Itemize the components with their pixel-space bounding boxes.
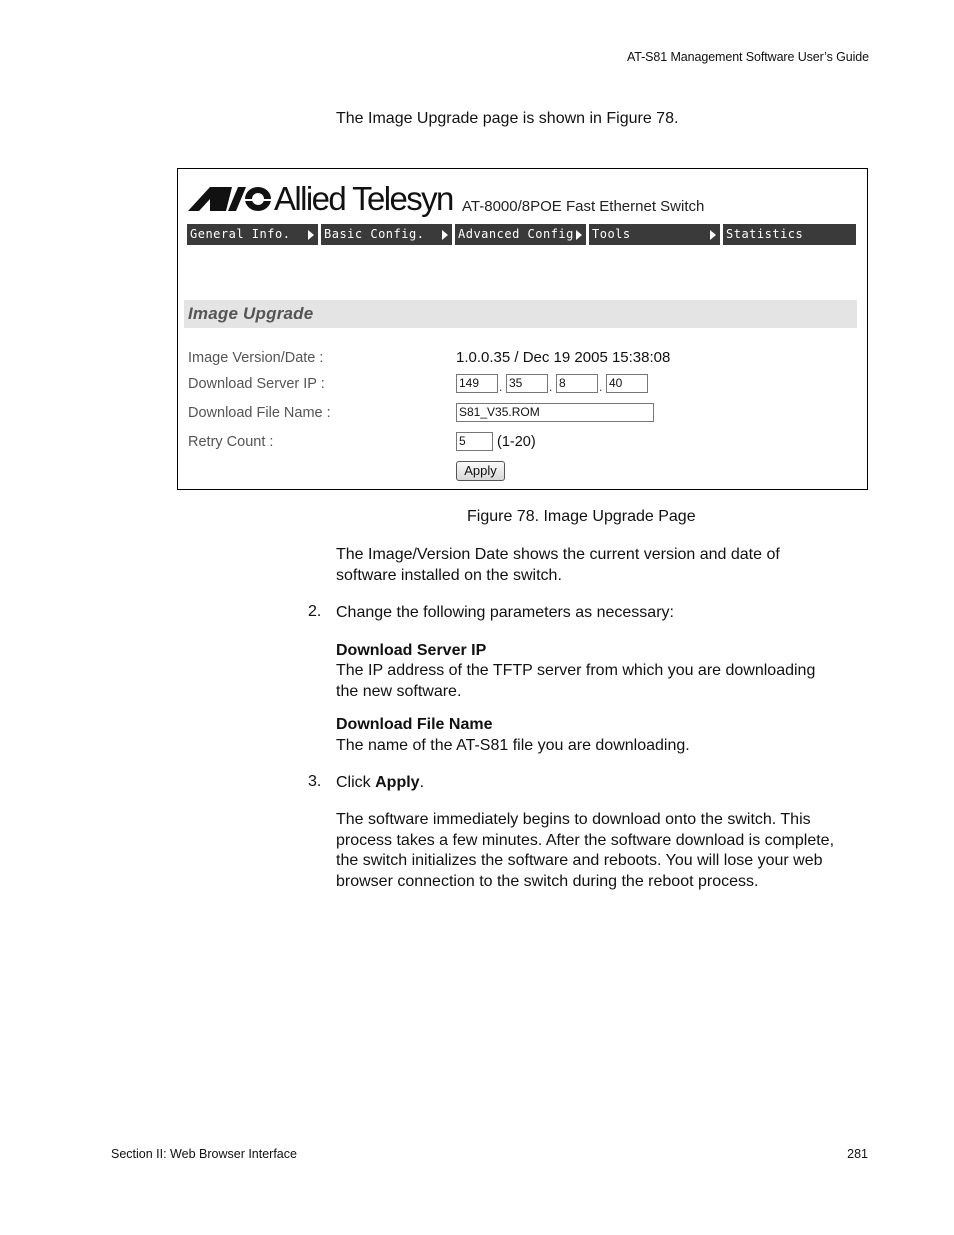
arrow-right-icon [442, 230, 448, 240]
term-2-description: The name of the AT-S81 file you are downloading. [336, 737, 690, 754]
ip-separator: . [599, 380, 603, 394]
step-3-end: . [419, 774, 425, 791]
step-2-text: Change the following parameters as necessary: [336, 604, 674, 621]
text-line: the new software. [336, 682, 462, 700]
server-ip-octet-4[interactable]: 40 [606, 374, 648, 393]
text-line: The Image/Version Date shows the current version and date of [336, 546, 780, 563]
footer-section: Section II: Web Browser Interface [111, 1147, 297, 1161]
term-1-description [336, 661, 815, 702]
nav-label: Advanced Config. [458, 227, 582, 241]
section-header [184, 300, 857, 328]
ip-separator: . [499, 380, 503, 394]
brand-name: Allied Telesyn [274, 180, 453, 217]
figure-screenshot [177, 168, 868, 490]
paragraph-1 [336, 545, 780, 586]
image-version-label: Image Version/Date : [188, 350, 324, 366]
nav-advanced-config[interactable] [455, 224, 586, 245]
server-ip-octet-3[interactable]: 8 [556, 374, 598, 393]
nav-statistics[interactable] [723, 224, 856, 245]
text-line: The software immediately begins to download onto the switch. This [336, 811, 811, 828]
step-3-click: Click [336, 774, 376, 791]
term-download-server-ip: Download Server IP [336, 642, 487, 659]
nav-general-info[interactable] [187, 224, 318, 245]
allied-telesyn-logo-icon [188, 185, 272, 213]
running-header: AT-S81 Management Software User’s Guide [626, 50, 869, 64]
apply-button[interactable]: Apply [456, 461, 505, 481]
text-line: the switch initializes the software and reboots. You will lose your web [336, 852, 823, 869]
file-name-label: Download File Name : [188, 405, 331, 421]
arrow-right-icon [710, 230, 716, 240]
arrow-right-icon [308, 230, 314, 240]
step-3-apply: Apply [375, 774, 420, 791]
section-title: Image Upgrade [188, 304, 314, 323]
figure-caption: Figure 78. Image Upgrade Page [467, 508, 696, 525]
nav-tools[interactable] [589, 224, 720, 245]
step-3-text [336, 773, 424, 794]
nav-label: General Info. [190, 227, 291, 241]
retry-count-input[interactable]: 5 [456, 432, 493, 451]
file-name-input[interactable]: S81_V35.ROM [456, 403, 654, 422]
image-version-value: 1.0.0.35 / Dec 19 2005 15:38:08 [456, 349, 671, 366]
text-line: software installed on the switch. [336, 566, 562, 584]
page-number: 281 [847, 1147, 868, 1161]
product-name: AT-8000/8POE Fast Ethernet Switch [462, 198, 705, 215]
step-number: 3. [308, 773, 322, 790]
retry-count-range: (1-20) [497, 434, 536, 450]
arrow-right-icon [576, 230, 582, 240]
ip-separator: . [549, 380, 553, 394]
intro-text: The Image Upgrade page is shown in Figure 78. [336, 110, 679, 127]
server-ip-octet-2[interactable]: 35 [506, 374, 548, 393]
server-ip-octet-1[interactable]: 149 [456, 374, 498, 393]
nav-label: Basic Config. [324, 227, 425, 241]
retry-count-label: Retry Count : [188, 434, 274, 450]
nav-label: Tools [592, 227, 631, 241]
nav-label: Statistics [726, 227, 804, 241]
text-line: browser connection to the switch during the reboot process. [336, 872, 759, 890]
paragraph-2 [336, 810, 834, 892]
term-download-file-name: Download File Name [336, 716, 493, 733]
nav-basic-config[interactable] [321, 224, 452, 245]
step-number: 2. [308, 603, 322, 620]
text-line: process takes a few minutes. After the software download is complete, [336, 831, 835, 849]
text-line: The IP address of the TFTP server from which you are downloading [336, 662, 816, 679]
server-ip-label: Download Server IP : [188, 376, 325, 392]
